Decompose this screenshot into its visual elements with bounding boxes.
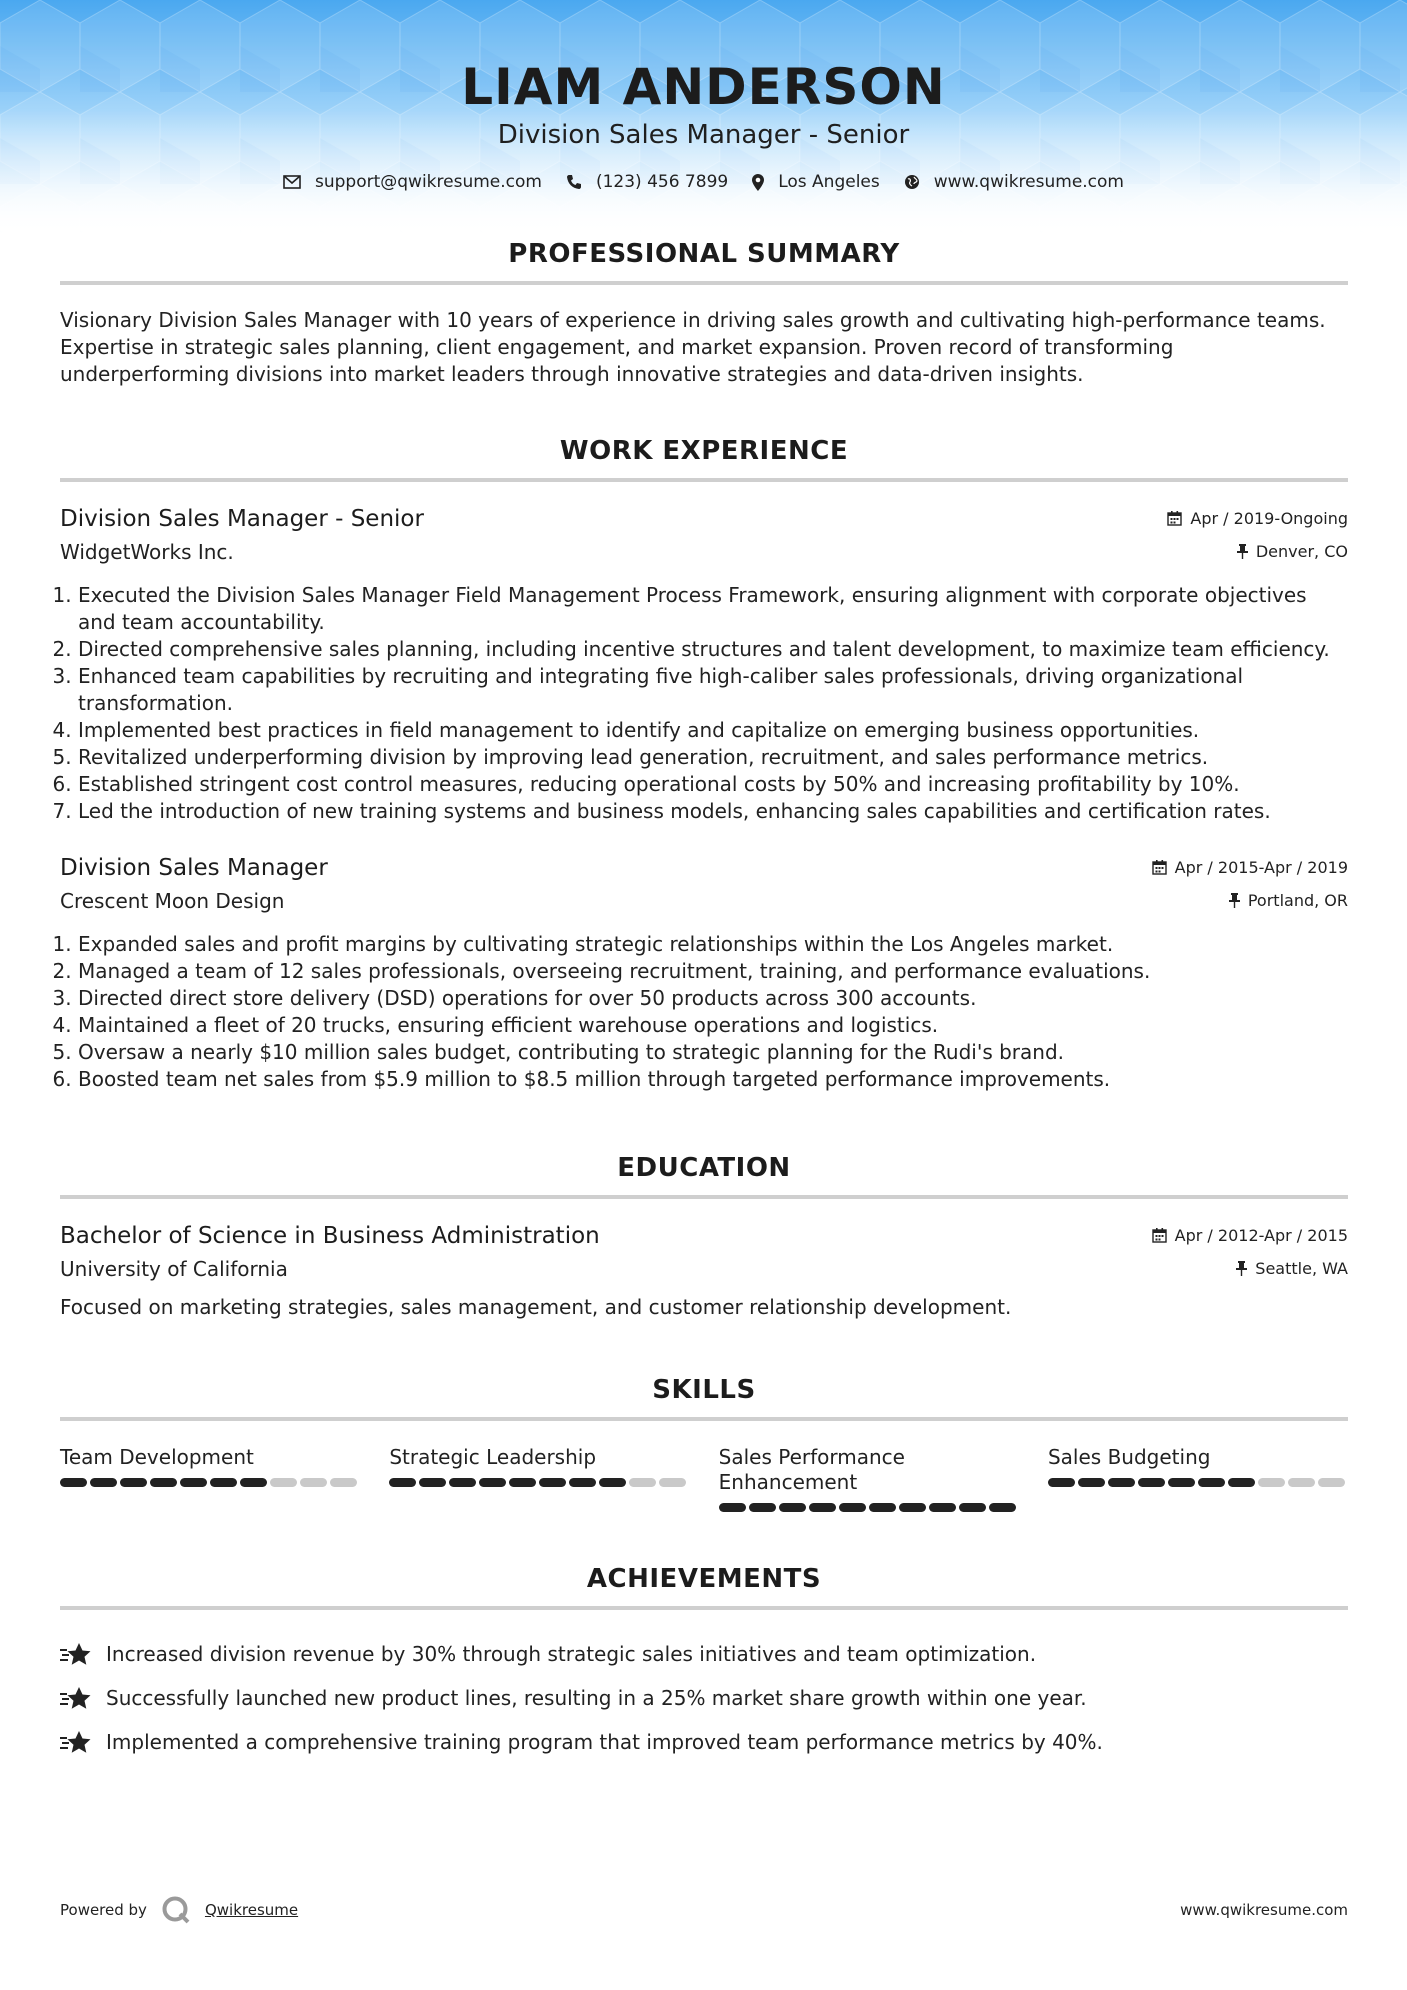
achievement-text: Increased division revenue by 30% through strategic sales initiatives and team optimization. [106,1642,1037,1666]
location-text: Los Angeles [778,172,880,192]
education-location [1236,1259,1348,1278]
skill-level-segment [1048,1478,1075,1487]
skill-level-segment [809,1503,836,1512]
skill-level-segment [1318,1478,1345,1487]
star-icon [60,1729,92,1755]
skill-level-meter [719,1503,1019,1512]
summary-text: Visionary Division Sales Manager with 10 years of experience in driving sales growth and cultivating high-performance teams. Expertise in strategic sales planning, client engagement, and market expansion. Proven record of transforming underperforming divisions into market leaders through innovative strategies and data-driven insights. [60,308,1326,386]
degree-title: Bachelor of Science in Business Administration [60,1223,600,1249]
skill-level-segment [899,1503,926,1512]
education-title: EDUCATION [60,1153,1348,1199]
skill-level-meter [389,1478,689,1487]
list-item: 1. Expanded sales and profit margins by cultivating strategic relationships within the Los Angeles market. [78,931,1348,958]
skills-row [60,1445,1348,1512]
achievement-text: Successfully launched new product lines, resulting in a 25% market share growth within one year. [106,1686,1087,1710]
job-dates [1167,509,1348,528]
skill-level-segment [180,1478,207,1487]
phone-icon [566,174,582,190]
skill-level-segment [929,1503,956,1512]
job-entry [60,855,1348,1093]
list-item: 5. Revitalized underperforming division by improving lead generation, recruitment, and sales performance metrics. [78,744,1348,771]
skill-name: Team Development [60,1445,254,1469]
contact-row [0,172,1407,192]
job-location [1229,891,1348,910]
skill-item [719,1445,1019,1512]
experience-section [60,436,1348,1093]
skill-level-meter [60,1478,360,1487]
pin-icon [1229,893,1240,908]
job-bullets [60,582,1348,825]
job-dates-text: Apr / 2019-Ongoing [1190,509,1348,528]
skill-level-segment [989,1503,1016,1512]
skill-item [1048,1445,1348,1512]
calendar-icon [1152,1228,1167,1243]
contact-email[interactable] [283,172,542,192]
skill-level-segment [869,1503,896,1512]
company-name: WidgetWorks Inc. [60,540,234,564]
skill-level-segment [1138,1478,1165,1487]
skill-level-segment [599,1478,626,1487]
skill-level-segment [210,1478,237,1487]
header-banner [0,0,1407,235]
achievement-text: Implemented a comprehensive training program that improved team performance metrics by 40%. [106,1730,1103,1754]
list-item: 6. Established stringent cost control measures, reducing operational costs by 50% and increasing profitability by 10%. [78,771,1348,798]
list-item: 2. Managed a team of 12 sales professionals, overseeing recruitment, training, and performance evaluations. [78,958,1348,985]
calendar-icon [1167,511,1182,526]
job-location-text: Portland, OR [1247,891,1348,910]
skill-level-segment [479,1478,506,1487]
skill-level-segment [1168,1478,1195,1487]
skill-level-segment [449,1478,476,1487]
skill-item [389,1445,689,1512]
job-location-text: Denver, CO [1255,542,1348,561]
qwikresume-logo-icon [161,1895,191,1925]
skill-level-segment [539,1478,566,1487]
achievements-title: ACHIEVEMENTS [60,1564,1348,1610]
skill-level-segment [1108,1478,1135,1487]
summary-section [60,239,1348,388]
star-icon [60,1685,92,1711]
education-dates-text: Apr / 2012-Apr / 2015 [1174,1226,1348,1245]
experience-title: WORK EXPERIENCE [60,436,1348,482]
list-item: 2. Directed comprehensive sales planning, including incentive structures and talent development, to maximize team efficiency. [78,636,1348,663]
skill-level-segment [1228,1478,1255,1487]
achievements-list [60,1632,1348,1764]
skill-level-segment [120,1478,147,1487]
company-name: Crescent Moon Design [60,889,285,913]
skill-level-segment [659,1478,686,1487]
list-item: 4. Implemented best practices in field management to identify and capitalize on emerging business opportunities. [78,717,1348,744]
skill-level-segment [569,1478,596,1487]
school-name: University of California [60,1257,288,1281]
achievements-section [60,1564,1348,1764]
skill-level-segment [779,1503,806,1512]
achievement-item [60,1632,1348,1676]
contact-phone[interactable] [566,172,728,192]
skill-level-segment [629,1478,656,1487]
list-item: 3. Enhanced team capabilities by recruiting and integrating five high-caliber sales professionals, driving organizational transformation. [78,663,1348,717]
skill-level-segment [270,1478,297,1487]
skill-name: Strategic Leadership [389,1445,597,1469]
skills-section [60,1375,1348,1512]
footer [60,1895,1348,1925]
footer-url[interactable]: www.qwikresume.com [1180,1901,1348,1919]
skill-level-segment [959,1503,986,1512]
list-item: 7. Led the introduction of new training systems and business models, enhancing sales capabilities and certification rates. [78,798,1348,825]
resume-content [60,235,1348,1764]
education-description: Focused on marketing strategies, sales management, and customer relationship development. [60,1295,1012,1319]
skill-level-segment [60,1478,87,1487]
education-location-text: Seattle, WA [1255,1259,1348,1278]
header-background [0,0,1407,235]
skill-level-segment [150,1478,177,1487]
skill-name: Sales Performance Enhancement [718,1445,905,1494]
qwikresume-link[interactable]: Qwikresume [204,1901,299,1919]
job-dates [1152,858,1348,877]
globe-icon [904,174,920,190]
candidate-role: Division Sales Manager - Senior [497,120,910,150]
skill-name: Sales Budgeting [1047,1445,1211,1469]
job-dates-text: Apr / 2015-Apr / 2019 [1174,858,1348,877]
envelope-icon [283,175,301,189]
skill-level-meter [1048,1478,1348,1487]
skill-level-segment [419,1478,446,1487]
phone-text: (123) 456 7899 [595,172,729,192]
skill-level-segment [240,1478,267,1487]
skill-level-segment [509,1478,536,1487]
job-title: Division Sales Manager [60,855,328,881]
email-text: support@qwikresume.com [315,172,542,192]
list-item: 3. Directed direct store delivery (DSD) operations for over 50 products across 300 accounts. [78,985,1348,1012]
calendar-icon [1152,860,1167,875]
list-item: 4. Maintained a fleet of 20 trucks, ensuring efficient warehouse operations and logistics. [78,1012,1348,1039]
education-section [60,1153,1348,1319]
skill-level-segment [749,1503,776,1512]
summary-title: PROFESSIONAL SUMMARY [60,239,1348,285]
list-item: 5. Oversaw a nearly $10 million sales budget, contributing to strategic planning for the Rudi's brand. [78,1039,1348,1066]
education-dates [1152,1226,1348,1245]
contact-location [752,172,880,192]
skill-item [60,1445,360,1512]
skill-level-segment [90,1478,117,1487]
skill-level-segment [719,1503,746,1512]
list-item: 6. Boosted team net sales from $5.9 million to $8.5 million through targeted performance improvements. [78,1066,1348,1093]
powered-by [60,1895,298,1925]
skill-level-segment [839,1503,866,1512]
candidate-name: LIAM ANDERSON [461,58,946,116]
skill-level-segment [1198,1478,1225,1487]
job-bullets [60,931,1348,1093]
skill-level-segment [300,1478,327,1487]
job-title: Division Sales Manager - Senior [60,506,424,532]
powered-by-label: Powered by [60,1901,147,1919]
star-icon [60,1641,92,1667]
skill-level-segment [330,1478,357,1487]
job-entry [60,506,1348,825]
skill-level-segment [389,1478,416,1487]
achievement-item [60,1720,1348,1764]
achievement-item [60,1676,1348,1720]
skill-level-segment [1288,1478,1315,1487]
pin-icon [1237,544,1248,559]
pin-icon [1236,1261,1247,1276]
skill-level-segment [1258,1478,1285,1487]
website-text: www.qwikresume.com [933,172,1124,192]
skill-level-segment [1078,1478,1105,1487]
contact-website[interactable] [904,172,1124,192]
job-location [1237,542,1348,561]
skills-title: SKILLS [60,1375,1348,1421]
list-item: 1. Executed the Division Sales Manager Field Management Process Framework, ensuring alignment with corporate objectives and team accountability. [78,582,1348,636]
map-marker-icon [752,174,764,191]
